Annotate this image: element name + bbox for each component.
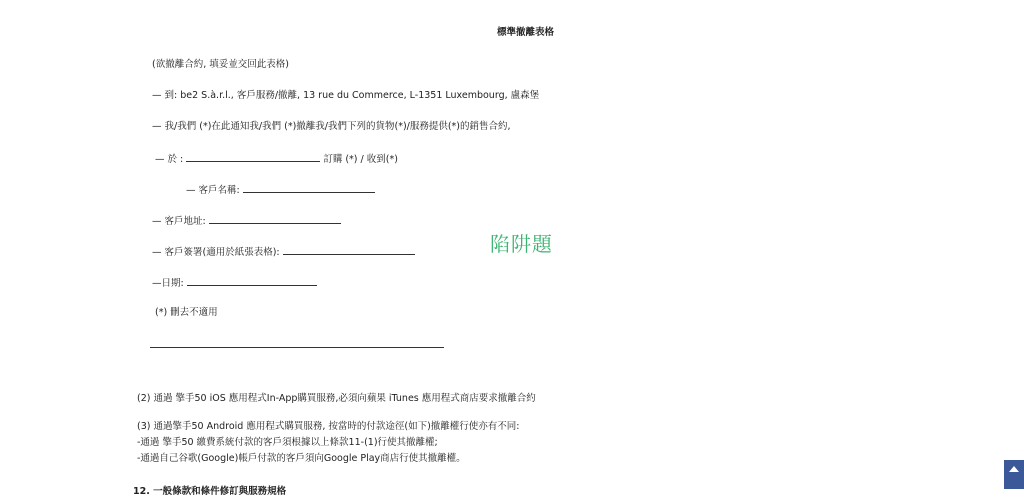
footnote: (*) 刪去不適用 <box>155 307 218 318</box>
order-date-blank[interactable] <box>186 152 320 162</box>
customer-signature-blank[interactable] <box>283 245 415 255</box>
notice-line: — 我/我們 (*)在此通知我/我們 (*)撤離我/我們下列的貨物(*)/服務提供(*)的銷售合約, <box>152 121 511 132</box>
stamp-label: 陷阱題 <box>490 232 553 256</box>
customer-address-line <box>152 214 341 228</box>
form-end-divider <box>150 347 444 348</box>
form-intro: (欲撤離合約, 填妥並交回此表格) <box>152 59 289 70</box>
date-line <box>152 276 317 290</box>
clause-2: (2) 通過 擎手50 iOS 應用程式In-App購買服務,必須向蘋果 iTunes 應用程式商店要求撤離合約 <box>137 393 536 404</box>
order-date-label: — 於 : <box>155 154 184 165</box>
form-title: 標準撤離表格 <box>497 27 555 38</box>
customer-signature-label: — 客戶簽署(適用於紙張表格): <box>152 247 280 258</box>
clause-3: (3) 通過擎手50 Android 應用程式購買服務, 按當時的付款途徑(如下)撤離權行使亦有不同: <box>137 421 520 432</box>
order-date-line <box>155 152 398 166</box>
customer-address-blank[interactable] <box>209 214 341 224</box>
customer-name-line <box>186 183 375 197</box>
customer-address-label: — 客戶地址: <box>152 216 206 227</box>
customer-signature-line <box>152 245 415 259</box>
customer-name-label: — 客戶名稱: <box>186 185 240 196</box>
recipient-line: — 到: be2 S.à.r.l., 客戶服務/撤離, 13 rue du Commerce, L-1351 Luxembourg, 盧森堡 <box>152 90 540 101</box>
customer-name-blank[interactable] <box>243 183 375 193</box>
clause-3-item-b: -通過自己谷歌(Google)帳戶付款的客戶須向Google Play商店行使其撤離權。 <box>137 453 466 464</box>
next-section-heading: 12. 一般條款和條件修訂與服務規格 <box>133 486 287 497</box>
date-blank[interactable] <box>187 276 317 286</box>
arrow-up-icon <box>1009 466 1019 472</box>
date-label: —日期: <box>152 278 184 289</box>
scroll-to-top-button[interactable] <box>1004 460 1024 489</box>
order-date-suffix: 訂購 (*) / 收到(*) <box>323 154 398 165</box>
clause-3-item-a: -通過 擎手50 繳費系統付款的客戶須根據以上條款11-(1)行使其撤離權; <box>137 437 438 448</box>
